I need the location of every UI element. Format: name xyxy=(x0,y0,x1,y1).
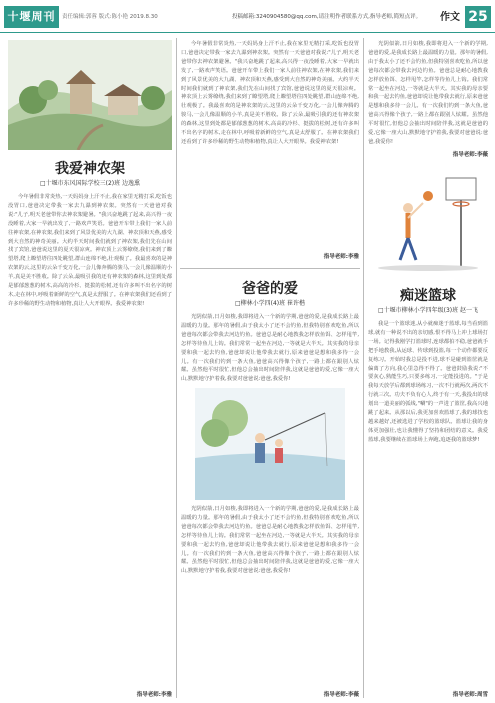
section-divider xyxy=(180,268,360,269)
teacher-credit: 指导老师:李雅 xyxy=(323,254,359,260)
masthead: 十堰周刊 xyxy=(4,6,59,28)
article-continuation xyxy=(181,40,359,245)
article-body xyxy=(368,320,488,685)
teacher-credit: 指导老师:李雅 xyxy=(136,692,172,698)
article-text: 我是一个篮球迷,从小就痴迷于篮球,每当看到篮球,就有一种说不出的亲切感,恨不得马上冲上球场打一场。记得我刚学打篮球时,连球都拍不稳,爸爸就手把手地教我,从运球、传球到投篮,每一个动作都要反复练习。开始时我总是投不进,球不是碰到篮筐就是偏离了方向,我心里急得不得了。爸爸鼓励我说:"不要灰心,熟能生巧,只要多练习,一定能投进的。"于是我每天放学后都到球场练习,一次不行就两次,两次不行就三次。功夫不负有心人,终于有一天,我投出的球划出一道美丽的弧线,"唰"的一声进了篮筐,我高兴地跳了起来。从那以后,我更加喜欢篮球了,我的球技也越来越好,还被选进了学校的篮球队。篮球让我的身体更加强壮,也让我懂得了坚持和团结的意义。我爱篮球,我要继续在篮球场上奔跑,追逐我的篮球梦! xyxy=(368,321,488,443)
teacher-credit: 指导老师:李薇 xyxy=(323,692,359,698)
article-text: 今年暑假非常炎热,一天妈妈身上汗不止,我在家里无精打采,吃饭也没胃口,爸爸决定带我一家去九瀑到神农架。突然有一天爸爸对我说:"儿子,明天老爸带你去神农架避暑。"我兴奋地跳了起来,高兴得一夜没睡着,大家一早就出发了,一路欢声笑语。爸爸开车带上我们一家人前往神农架,在神农架,我们来到了风景优美的大九湖、神农顶和天燕,感受到大自然的神奇美丽。大约半天时间我们就到了神农架,我们先在山间找了宾馆,爸爸说这里的夏天很凉爽。神农顶上云雾缭绕,我们来到了瞭望塔,爬上瞭望塔往四处眺望,群山连绵不绝,壮观极了。我最喜欢的是神农架的云,这里的云朵千变万化,一会儿像奔腾的骏马,一会儿像温顺的小羊,真是美不胜收。除了云朵,最吸引我的还有神农架的森林,这里到处都是郁郁葱葱的树木,高高的冷杉、挺拔的松树,还有许多叫不出名字的树木,走在林中,呼吸着新鲜的空气,真是太舒服了。在神农架我们还看到了许多珍稀的野生动物和植物,真让人大开眼界。我爱神农架! xyxy=(8,194,172,307)
article-byline: □柳林小学四(4)班 崔许楷 xyxy=(234,300,306,307)
column-divider xyxy=(176,38,177,698)
article-title: 痴迷篮球 xyxy=(400,288,456,304)
article-continuation xyxy=(368,40,488,148)
page-header xyxy=(0,0,495,36)
article-text: 今年暑假非常炎热,一天妈妈身上汗不止,我在家里无精打采,吃饭也没胃口,爸爸决定带我一家去九瀑到神农架。突然有一天爸爸对我说:"儿子,明天老爸带你去神农架避暑。"我兴奋地跳了起来,高兴得一夜没睡着,大家一早就出发了,一路欢声笑语。爸爸开车带上我们一家人前往神农架,在神农架,我们来到了风景优美的大九湖、神农顶和天燕,感受到大自然的神奇美丽。大约半天时间我们就到了神农架,我们先在山间找了宾馆,爸爸说这里的夏天很凉爽。神农顶上云雾缭绕,我们来到了瞭望塔,爬上瞭望塔往四处眺望,群山连绵不绝,壮观极了。我最喜欢的是神农架的云,这里的云朵千变万化,一会儿像奔腾的骏马,一会儿像温顺的小羊,真是美不胜收。除了云朵,最吸引我的还有神农架的森林,这里到处都是郁郁葱葱的树木,高高的冷杉、挺拔的松树,还有许多叫不出名字的树木,走在林中,呼吸着新鲜的空气,真是太舒服了。在神农架我们还看到了许多珍稀的野生动物和植物,真让人大开眼界。我爱神农架! xyxy=(181,41,359,145)
section-label: 作文 xyxy=(440,12,460,23)
contact-info: 投稿邮箱:3240904580@qq.com,请注明作者联系方式,指导老师,简短点评。 xyxy=(232,14,422,20)
article-text: 光阴似箭,日月如梭,我即将进入一个新的学期,爸爸的爱,是我成长路上最温暖的力量。那年的暑假,由于我太小了还不会钓鱼,但我特别喜欢吃鱼,所以爸爸每次都会带我去河边钓鱼。爸爸总是耐心地教我怎样放鱼饵、怎样甩竿,怎样等待鱼儿上钩。我们常常一起坐在河边,一等就是大半天。其实我的母亲要和我一起去钓鱼,爸爸却说让他带我去就行,原来爸爸是想和我多待一会儿。有一次我们钓到一条大鱼,爸爸高兴得像个孩子,一路上都在跟别人炫耀。虽然他平时很忙,但他总会抽出时间陪伴我,这就是爸爸的爱,它像一座大山,默默地守护着我,我要对爸爸说:爸爸,我爱你! xyxy=(181,314,359,383)
article-text: 光阴似箭,日月如梭,我即将进入一个新的学期,爸爸的爱,是我成长路上最温暖的力量。那年的暑假,由于我太小了还不会钓鱼,但我特别喜欢吃鱼,所以爸爸每次都会带我去河边钓鱼。爸爸总是耐心地教我怎样放鱼饵、怎样甩竿,怎样等待鱼儿上钩。我们常常一起坐在河边,一等就是大半天。其实我的母亲要和我一起去钓鱼,爸爸却说让他带我去就行,原来爸爸是想和我多待一会儿。有一次我们钓到一条大鱼,爸爸高兴得像个孩子,一路上都在跟别人炫耀。虽然他平时很忙,但他总会抽出时间陪伴我,这就是爸爸的爱,它像一座大山,默默地守护着我,我要对爸爸说:爸爸,我爱你! xyxy=(181,506,359,575)
article-text: 光阴似箭,日月如梭,我即将进入一个新的学期,爸爸的爱,是我成长路上最温暖的力量。那年的暑假,由于我太小了还不会钓鱼,但我特别喜欢吃鱼,所以爸爸每次都会带我去河边钓鱼。爸爸总是耐心地教我怎样放鱼饵、怎样甩竿,怎样等待鱼儿上钩。我们常常一起坐在河边,一等就是大半天。其实我的母亲要和我一起去钓鱼,爸爸却说让他带我去就行,原来爸爸是想和我多待一会儿。有一次我们钓到一条大鱼,爸爸高兴得像个孩子,一路上都在跟别人炫耀。虽然他平时很忙,但他总会抽出时间陪伴我,这就是爸爸的爱,它像一座大山,默默地守护着我,我要对爸爸说:爸爸,我爱你! xyxy=(368,41,488,145)
teacher-credit: 指导老师:周雪 xyxy=(452,692,488,698)
editor-info: 责任编辑:郭蓉 版式:陈小艳 2019.8.30 xyxy=(62,14,158,20)
article-body xyxy=(8,193,172,688)
fishing-illustration xyxy=(195,388,345,500)
article-title: 爸爸的爱 xyxy=(242,281,298,297)
page-number: 25 xyxy=(465,6,491,28)
basketball-illustration xyxy=(368,168,488,273)
teacher-credit: 指导老师:李薇 xyxy=(452,152,488,158)
column-divider xyxy=(363,38,364,698)
article-body xyxy=(181,313,359,383)
article-byline: □十堰市东风国际学校三(2)班 边逸熏 xyxy=(39,180,141,187)
header-rule xyxy=(0,32,495,33)
article-body-continued xyxy=(181,505,359,685)
forest-illustration xyxy=(8,40,172,150)
article-title: 我爱神农架 xyxy=(55,161,125,177)
article-byline: □十堰市柳林小学四年级(3)班 赵一飞 xyxy=(377,307,479,314)
